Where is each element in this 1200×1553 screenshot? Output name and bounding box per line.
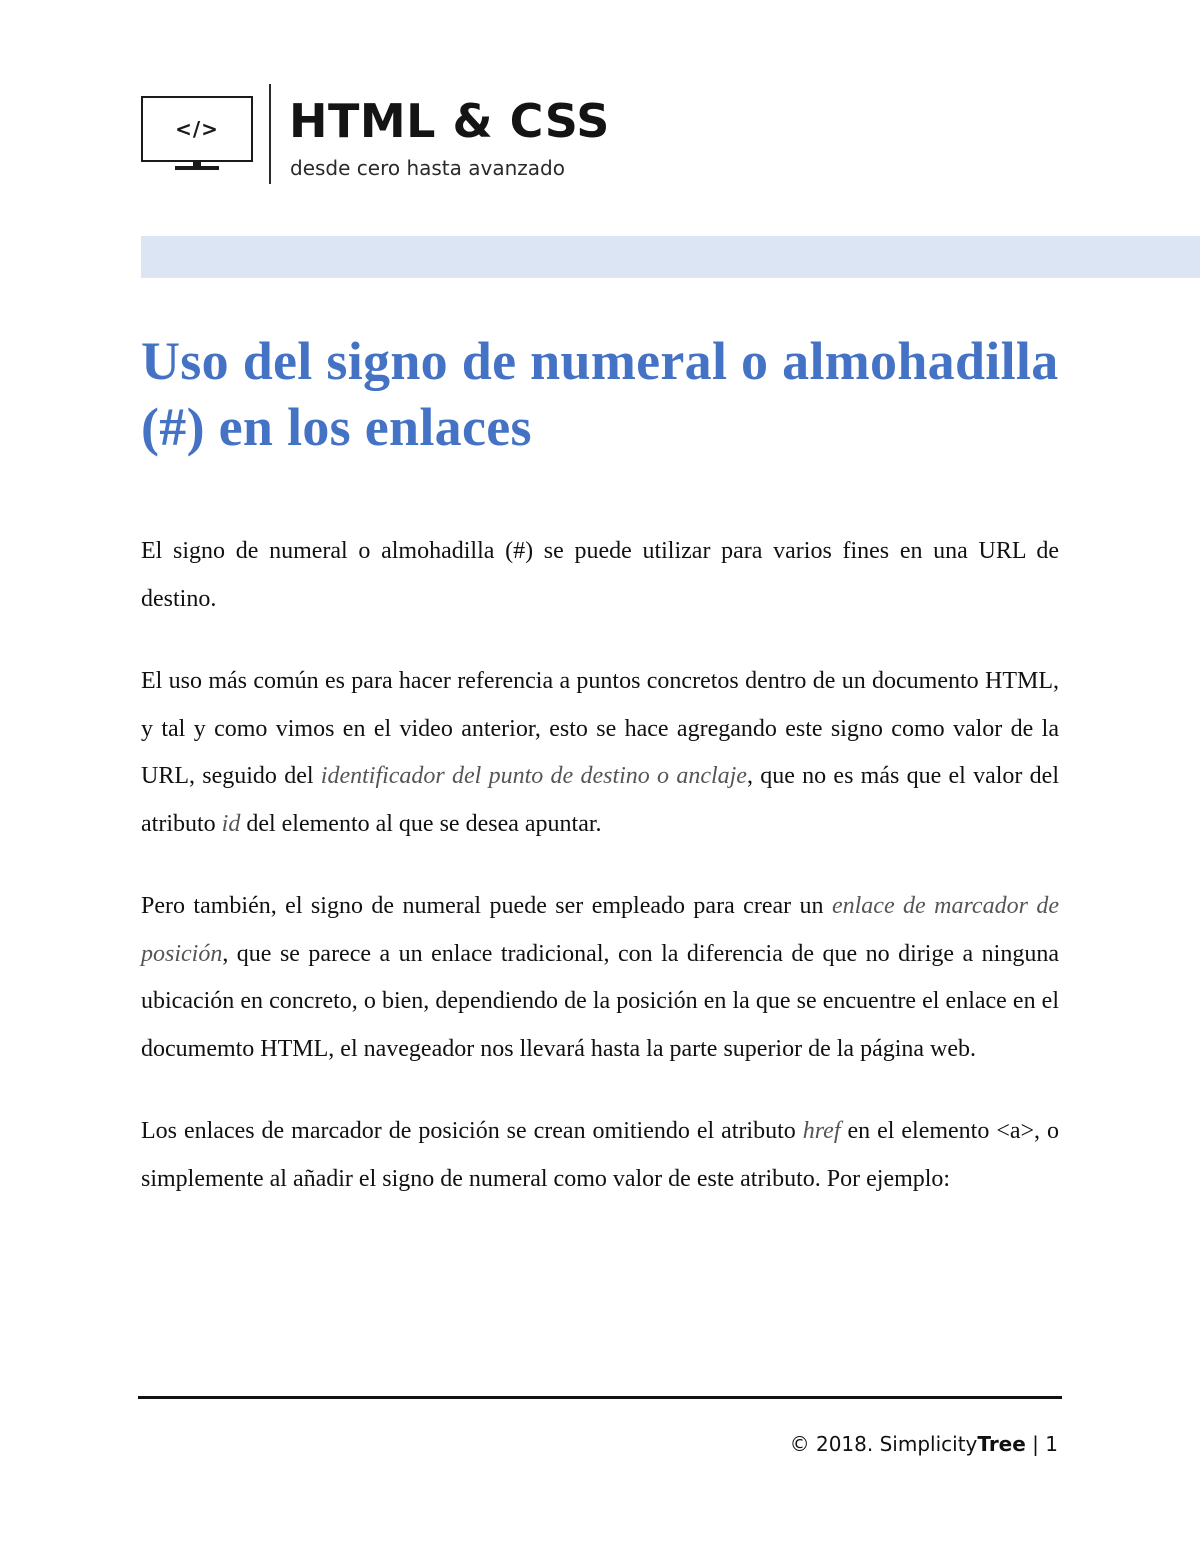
paragraph-how-to-create xyxy=(141,1108,1059,1203)
paragraph-text: Los enlaces de marcador de posición se crean omitiendo el atributo xyxy=(141,1118,803,1144)
paragraph-text: en el elemento <a>, o simplemente al añadir el signo de numeral como valor de este atributo. Por ejemplo: xyxy=(141,1118,1060,1192)
footer-separator: | xyxy=(1025,1432,1046,1456)
paragraph-text: , que no es más que el valor del atributo xyxy=(141,763,1059,837)
emphasis-anchor-identifier: identificador del punto de destino o anclaje xyxy=(320,763,747,789)
paragraph-text: Pero también, el signo de numeral puede ser empleado para crear un xyxy=(141,893,832,919)
paragraph-placeholder-link xyxy=(141,883,1059,1073)
footer-rule xyxy=(138,1396,1062,1399)
paragraph-common-use xyxy=(141,658,1059,848)
code-monitor-icon xyxy=(141,96,253,172)
monitor-screen-code: </> xyxy=(141,96,253,162)
logo-subtitle: desde cero hasta avanzado xyxy=(290,156,565,180)
logo-divider xyxy=(269,84,271,184)
document-title: Uso del signo de numeral o almohadilla (#) en los enlaces xyxy=(141,331,1059,457)
document-body xyxy=(141,328,1059,1203)
logo-title: HTML & CSS xyxy=(289,94,610,148)
paragraph-intro: El signo de numeral o almohadilla (#) se puede utilizar para varios fines en una URL de destino. xyxy=(141,538,1059,612)
course-logo xyxy=(141,84,611,184)
emphasis-href-attribute: href xyxy=(802,1118,841,1144)
footer-brand-bold: Tree xyxy=(977,1432,1026,1456)
emphasis-placeholder-link: enlace de marcador de posición xyxy=(141,893,1059,967)
monitor-base xyxy=(175,166,219,170)
paragraph-text: del elemento al que se desea apuntar. xyxy=(240,810,602,837)
footer xyxy=(790,1429,1058,1459)
paragraph-text: El uso más común es para hacer referencia a puntos concretos dentro de un documento HTML, y tal y como vimos en el video anterior, esto se hace agregando este signo como valor de la URL, seguido del xyxy=(141,668,1059,789)
header-band xyxy=(141,236,1200,278)
footer-copyright: © 2018. Simplicity xyxy=(789,1432,978,1456)
page-number: 1 xyxy=(1045,1432,1058,1456)
paragraph-text: , que se parece a un enlace tradicional, con la diferencia de que no dirige a ninguna ubicación en concreto, o bien, dependiendo de la posición en la que se encuentre el enlace en el documemto HTML, el navegeador nos llevará hasta la parte superior de la página web. xyxy=(141,940,1059,1062)
emphasis-id-attribute: id xyxy=(221,810,241,837)
